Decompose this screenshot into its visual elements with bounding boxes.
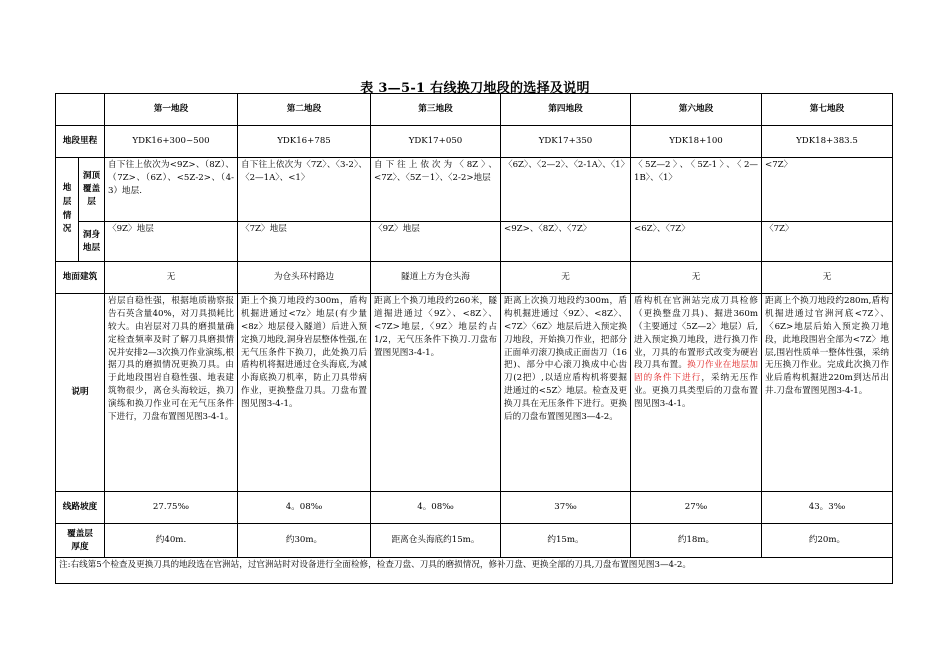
top-cover-value: 自下往上依次为〈7Z〉、〈3-2〉、〈2—1A〉、<1〉: [238, 158, 371, 222]
description-row: [56, 294, 893, 492]
header-section-6: 第六地段: [631, 94, 762, 126]
gradient-value: 4。08‰: [371, 492, 501, 524]
surface-label: 地面建筑: [56, 262, 105, 294]
description-value: 距离上个换刀地段约260米，隧道掘进通过〈9Z〉、<8Z〉、<7Z>地层,〈9Z〉地层约占1/2，无气压条件下换刀.刀盘布置图见图3-4-1。: [371, 294, 501, 492]
strata-label-char: 情: [62, 210, 72, 221]
strata-label: [56, 158, 79, 262]
mileage-value: YDK16+785: [238, 126, 371, 158]
description-value: 岩层自稳性强，根据地质勘察报告石英含量40%，对刀具损耗比较大。由岩层对刀具的磨损量确定检查频率及时了解刀具磨损情况并安排2—3次换刀作业演练,根据刀具的磨损情况更换刀具。由于此地段围岩自稳性强、地表建筑物很少，离仓头海较远，换刀演练和换刀作业可在无气压条件下进行，刀盘布置图见图3-4-1。: [105, 294, 238, 492]
top-cover-value: <7Z〉: [762, 158, 893, 222]
description-text: 盾构机在官洲站完成刀具检修（更换整盘刀具)、掘进360m（主要通过〈5Z—2〉地层）后,进入预定换刀地段，进行换刀作业，刀具的布置形式改变为硬岩段刀具布置。: [634, 296, 758, 371]
surface-row: [56, 262, 893, 294]
top-cover-value: 〈6Z〉、〈2—2〉、〈2-1A〉、〈1〉: [501, 158, 631, 222]
tunnel-body-label: 洞身 地层: [79, 222, 105, 262]
gradient-value: 4。08‰: [238, 492, 371, 524]
gradient-value: 27‰: [631, 492, 762, 524]
table-note: 注:右线第5个检查及更换刀具的地段选在官洲站，过官洲站时对设备进行全面检修，检查刀盘、刀具的磨损情况，修补刀盘、更换全部的刀具,刀盘布置图见图3—4-2。: [56, 558, 893, 584]
gradient-value: 27.75‰: [105, 492, 238, 524]
cover-value: 距离仓头海底约15m。: [371, 524, 501, 558]
top-cover-value: 自下往上依次为〈8Z〉、<7Z〉、〈5Z－1〉、〈2-2>地层: [371, 158, 501, 222]
tunnel-body-value: 〈7Z〉地层: [238, 222, 371, 262]
mileage-value: YDK17+350: [501, 126, 631, 158]
gradient-value: 37‰: [501, 492, 631, 524]
gradient-row: [56, 492, 893, 524]
surface-value: 隧道上方为仓头海: [371, 262, 501, 294]
surface-value: 无: [762, 262, 893, 294]
header-section-1: 第一地段: [105, 94, 238, 126]
header-row: [56, 94, 893, 126]
cover-label: 覆盖层 厚度: [56, 524, 105, 558]
note-row: [56, 558, 893, 584]
mileage-label: 地段里程: [56, 126, 105, 158]
cover-row: [56, 524, 893, 558]
surface-value: 无: [105, 262, 238, 294]
surface-value: 无: [631, 262, 762, 294]
mileage-value: YDK16+300~500: [105, 126, 238, 158]
top-cover-value: 自下往上依次为<9Z>、（8Z）、（7Z>、（6Z）、<5Z-2>、（4-3）地层.: [105, 158, 238, 222]
strata-top-row: [56, 158, 893, 222]
cover-value: 约15m。: [501, 524, 631, 558]
mileage-row: [56, 126, 893, 158]
header-section-2: 第二地段: [238, 94, 371, 126]
surface-value: 无: [501, 262, 631, 294]
header-section-7: 第七地段: [762, 94, 893, 126]
mileage-value: YDK18+100: [631, 126, 762, 158]
header-blank: [56, 94, 105, 126]
tunnel-body-value: 〈9Z〉地层: [371, 222, 501, 262]
cover-value: 约18m。: [631, 524, 762, 558]
description-label: 说明: [56, 294, 105, 492]
cover-value: 约40m.: [105, 524, 238, 558]
strata-label-char: 层: [62, 196, 72, 207]
description-value: [631, 294, 762, 492]
strata-label-char: 地: [62, 183, 72, 193]
tunnel-body-value: 〈9Z〉地层: [105, 222, 238, 262]
tunnel-body-value: <9Z>、〈8Z〉、〈7Z〉: [501, 222, 631, 262]
cover-value: 约20m。: [762, 524, 893, 558]
description-highlight: 换刀作业在地层加固的条件下进行: [634, 360, 758, 384]
header-section-4: 第四地段: [501, 94, 631, 126]
header-section-3: 第三地段: [371, 94, 501, 126]
tunnel-body-value: <6Z〉、〈7Z〉: [631, 222, 762, 262]
gradient-label: 线路坡度: [56, 492, 105, 524]
top-cover-label: 洞顶 覆盖 层: [79, 158, 105, 222]
mileage-value: YDK17+050: [371, 126, 501, 158]
mileage-value: YDK18+383.5: [762, 126, 893, 158]
top-cover-value: 〈5Z—2〉、〈5Z-1〉、〈2—1B〉、〈1〉: [631, 158, 762, 222]
description-value: 距离上次换刀地段约300m，盾构机掘进通过〈9Z〉、<8Z〉、<7Z〉〈6Z〉地层后进入预定换刀地段，开始换刀作业，把部分正面单刃滚刀换成正面齿刀（16把)、部分中心滚刀换成中心齿刀(2把）,以适应盾构机将要掘进通过的<5Z〉地层。检查及更换刀具在无压条件下进行。更换后的刀盘布置图见图3—4-2。: [501, 294, 631, 492]
strata-label-char: 况: [62, 224, 72, 235]
cover-value: 约30m。: [238, 524, 371, 558]
description-value: 距上个换刀地段约300m，盾构机掘进通过<7z〉地层(有少量<8z〉地层侵入隧道）后进入预定换刀地段,洞身岩层整体性强,在无气压条件下换刀，此处换刀后盾构机将掘进通过仓头海底,为减小海底换刀机率，防止刀具带病作业，更换整盘刀具。刀盘布置图见图3-4-1。: [238, 294, 371, 492]
table-title: 表 3—5-1 右线换刀地段的选择及说明: [360, 81, 590, 96]
surface-value: 为仓头环村路边: [238, 262, 371, 294]
description-text: ，采纳无压作业。更换刀具类型后的刀盘布置图见图3-4-1。: [634, 373, 758, 410]
strata-body-row: [56, 222, 893, 262]
cutter-change-table: [55, 93, 893, 584]
gradient-value: 43。3‰: [762, 492, 893, 524]
tunnel-body-value: 〈7Z〉: [762, 222, 893, 262]
description-value: 距离上个换刀地段约280m,盾构机掘进通过官洲河底<7Z〉、〈6Z>地层后始入预定换刀地段，此地段围岩全部为<7Z〉地层,围岩性质单一整体性强，采纳无压换刀作业。完成此次换刀作业后盾构机掘进220m到达吊出井.刀盘布置图见图3-4-1。: [762, 294, 893, 492]
